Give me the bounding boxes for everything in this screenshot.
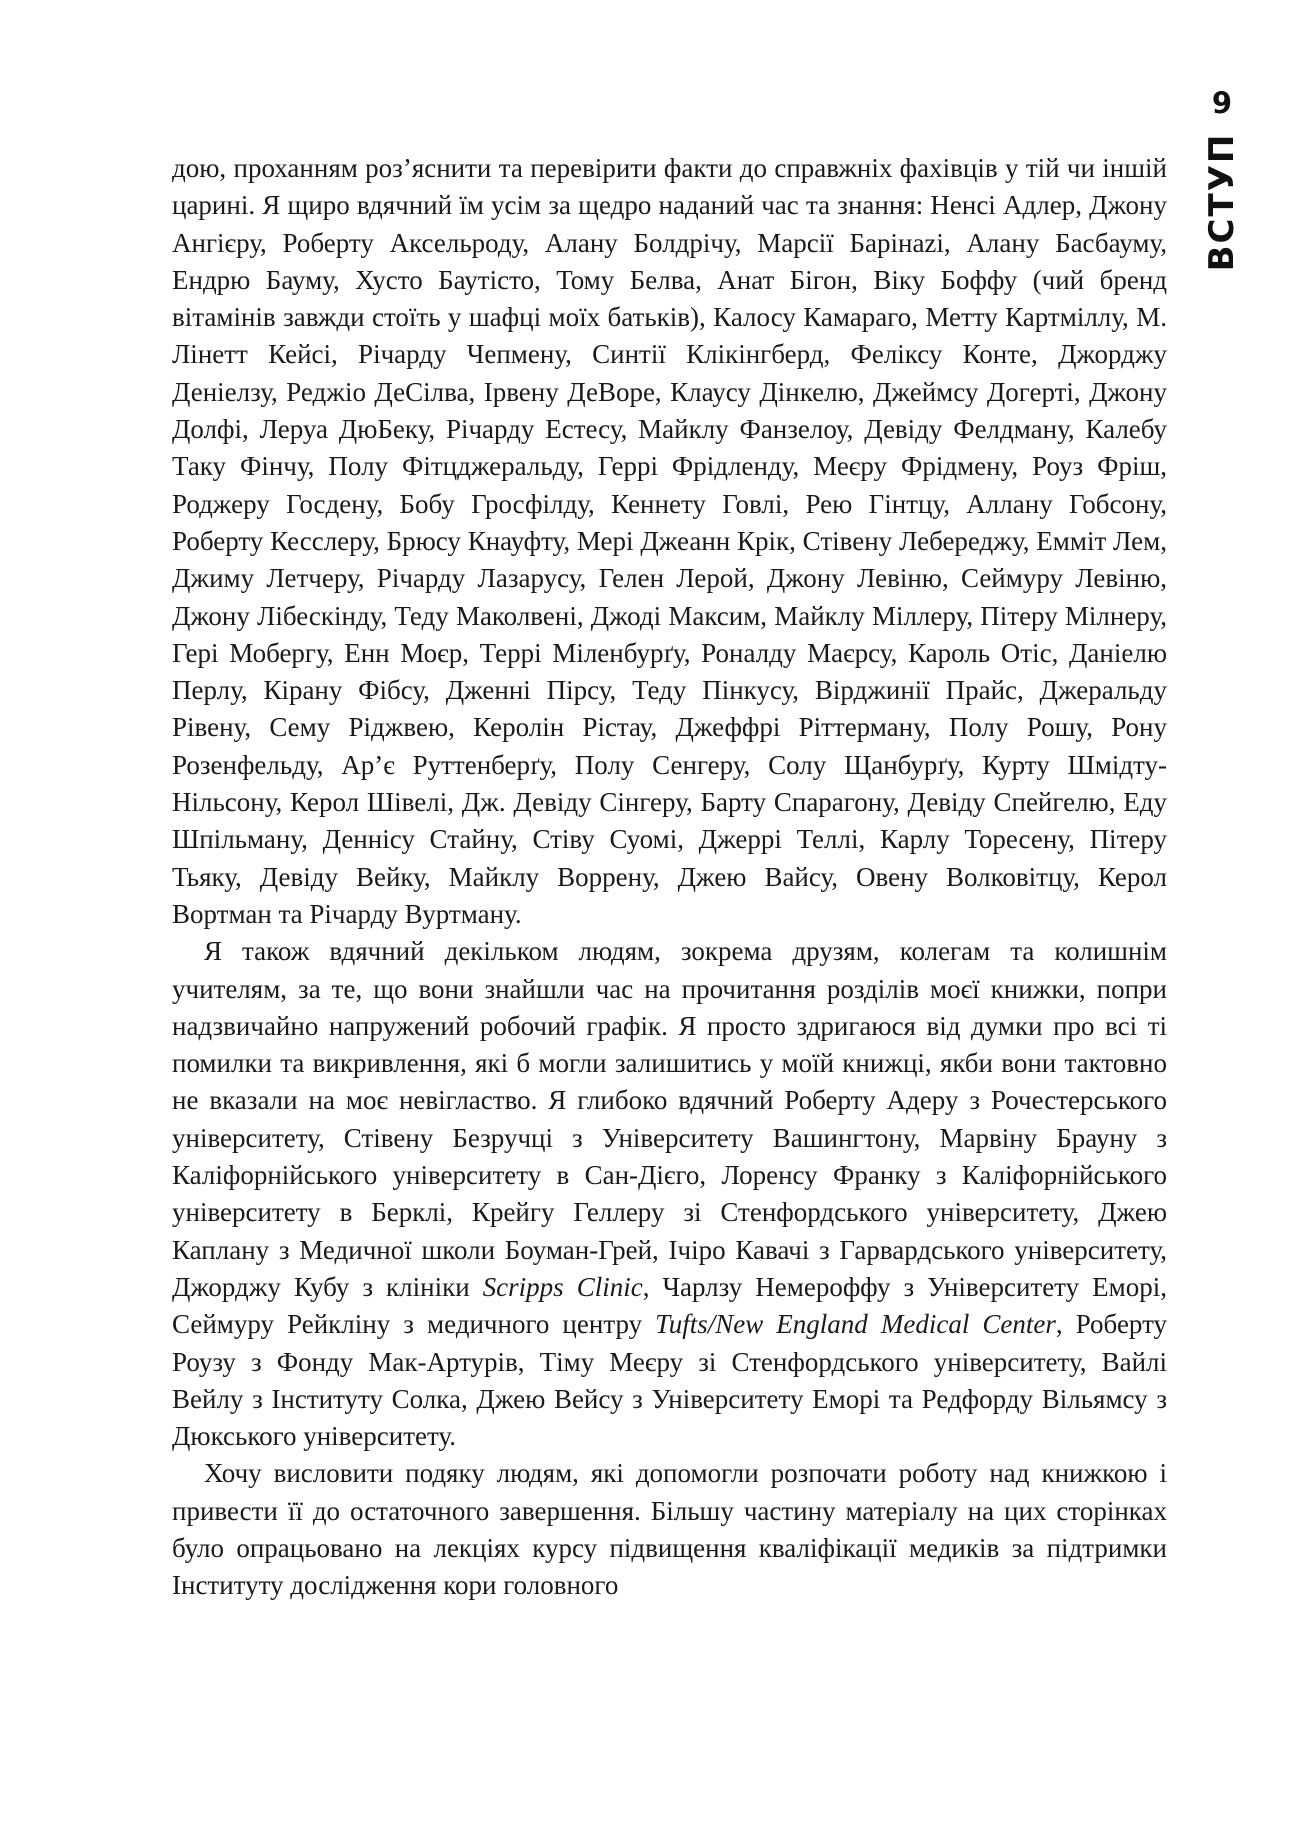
- paragraph-1: дою, проханням роз’яснити та перевірити факти до справжніх фахівців у тій чи іншій царині. Я щиро вдячний їм усім за щедро наданий час та знання: Ненсі Адлер, Джону Ангієру, Роберту Аксельроду, Алану Болдрічу, Марсії Барінazі, Алану Басбауму, Ендрю Бауму, Хусто Баутісто, Тому Белва, Анат Бігон, Віку Боффу (чий бренд вітамінів завжди стоїть у шафці моїх батьків), Калосу Камараго, Метту Картміллу, М. Лінетт Кейсі, Річарду Чепмену, Синтії Клікінгберд, Феліксу Конте, Джорджу Деніелзу, Реджіо ДеСілва, Ірвену ДеВоре, Клаусу Дінкелю, Джеймсу Догерті, Джону Долфі, Леруа ДюБеку, Річарду Естесу, Майклу Фанзелоу, Девіду Фелдману, Калебу Таку Фінчу, Полу Фітцджеральду, Геррі Фрідленду, Меєру Фрідмену, Роуз Фріш, Роджеру Госдену, Бобу Гросфілду, Кеннету Говлі, Рею Гінтцу, Аллану Гобсону, Роберту Кесслеру, Брюсу Кнауфту, Мері Джеанн Крік, Стівену Лебереджу, Емміт Лем, Джиму Летчеру, Річарду Лазарусу, Гелен Лерой, Джону Левіню, Сеймуру Левіню, Джону Лібескінду, Теду Маколвені, Джоді Максим, Майклу Міллеру, Пітеру Мілнеру, Гері Мобергу, Енн Моєр, Террі Міленбурґу, Роналду Маєрсу, Кароль Отіс, Даніелю Перлу, Кірану Фібсу, Дженні Пірсу, Теду Пінкусу, Вірджинії Прайс, Джеральду Рівену, Сему Ріджвею, Керолін Рістау, Джеффрі Ріттерману, Полу Рошу, Рону Розенфельду, Ар’є Руттенберґу, Полу Сенгеру, Солу Щанбурґу, Курту Шмідту-Нільсону, Керол Шівелі, Дж. Девіду Сінгеру, Барту Спарагону, Девіду Спейгелю, Еду Шпільману, Деннісу Стайну, Стіву Суомі, Джеррі Теллі, Карлу Торесену, Пітеру Тьяку, Девіду Вейку, Майклу Воррену, Джею Вайсу, Овену Волковітцу, Керол Вортман та Річарду Вуртману.: [172, 153, 1167, 929]
- paragraph-2-text: Я також вдячний декільком людям, зокрема друзям, колегам та колишнім учителям, за те, що вони знайшли час на прочитання розділів моєї книжки, попри надзвичайно напружений робочий графік. Я просто здригаюся від думки про всі ті помилки та викривлення, які б могли залишитись у моїй книжці, якби вони тактовно не вказали на моє невігластво. Я глибоко вдячний Роберту Адеру з Рочестерського університету, Стівену Безручці з Університету Вашингтону, Марвіну Брауну з Каліфорнійського університету в Сан-Дієго, Лоренсу Франку з Каліфорнійського університету в Берклі, Крейгу Геллеру зі Стенфордського університету, Джею Каплану з Медичної школи Боуман-Грей, Ічіро Кавачі з Гарвардського університету, Джорджу Кубу з клініки: [172, 936, 1167, 1302]
- paragraph-3: Хочу висловити подяку людям, які допомогли розпочати роботу над книжкою і привести її до остаточного завершення. Більшу частину матеріалу на цих сторінках було опрацьовано на лекціях курсу підвищення кваліфікації медиків за підтримки Інституту дослідження кори головного: [172, 1458, 1167, 1601]
- paragraph-2-text-3: , Роберту Роузу з Фонду Мак-Артурів, Тіму Меєру зі Стенфордського університету, Вайлі Вейлу з Інституту Солка, Джею Вейсу з Університету Еморі та Редфорду Вільямсу з Дюкського університету.: [172, 1309, 1168, 1452]
- italic-clinic-name: Scripps Clinic: [482, 1271, 643, 1302]
- body-text: [172, 150, 1167, 1605]
- section-label: ВСТУП: [1202, 132, 1242, 272]
- paragraph-2: [172, 933, 1167, 1455]
- page-number: 9: [1211, 86, 1233, 120]
- italic-medical-center-name: Tufts/New England Medical Center: [655, 1309, 1056, 1340]
- paragraph-2-text-2: , Чарлзу Немероффу з Університету Еморі, Сеймуру Рейкліну з медичного центру: [172, 1271, 1167, 1340]
